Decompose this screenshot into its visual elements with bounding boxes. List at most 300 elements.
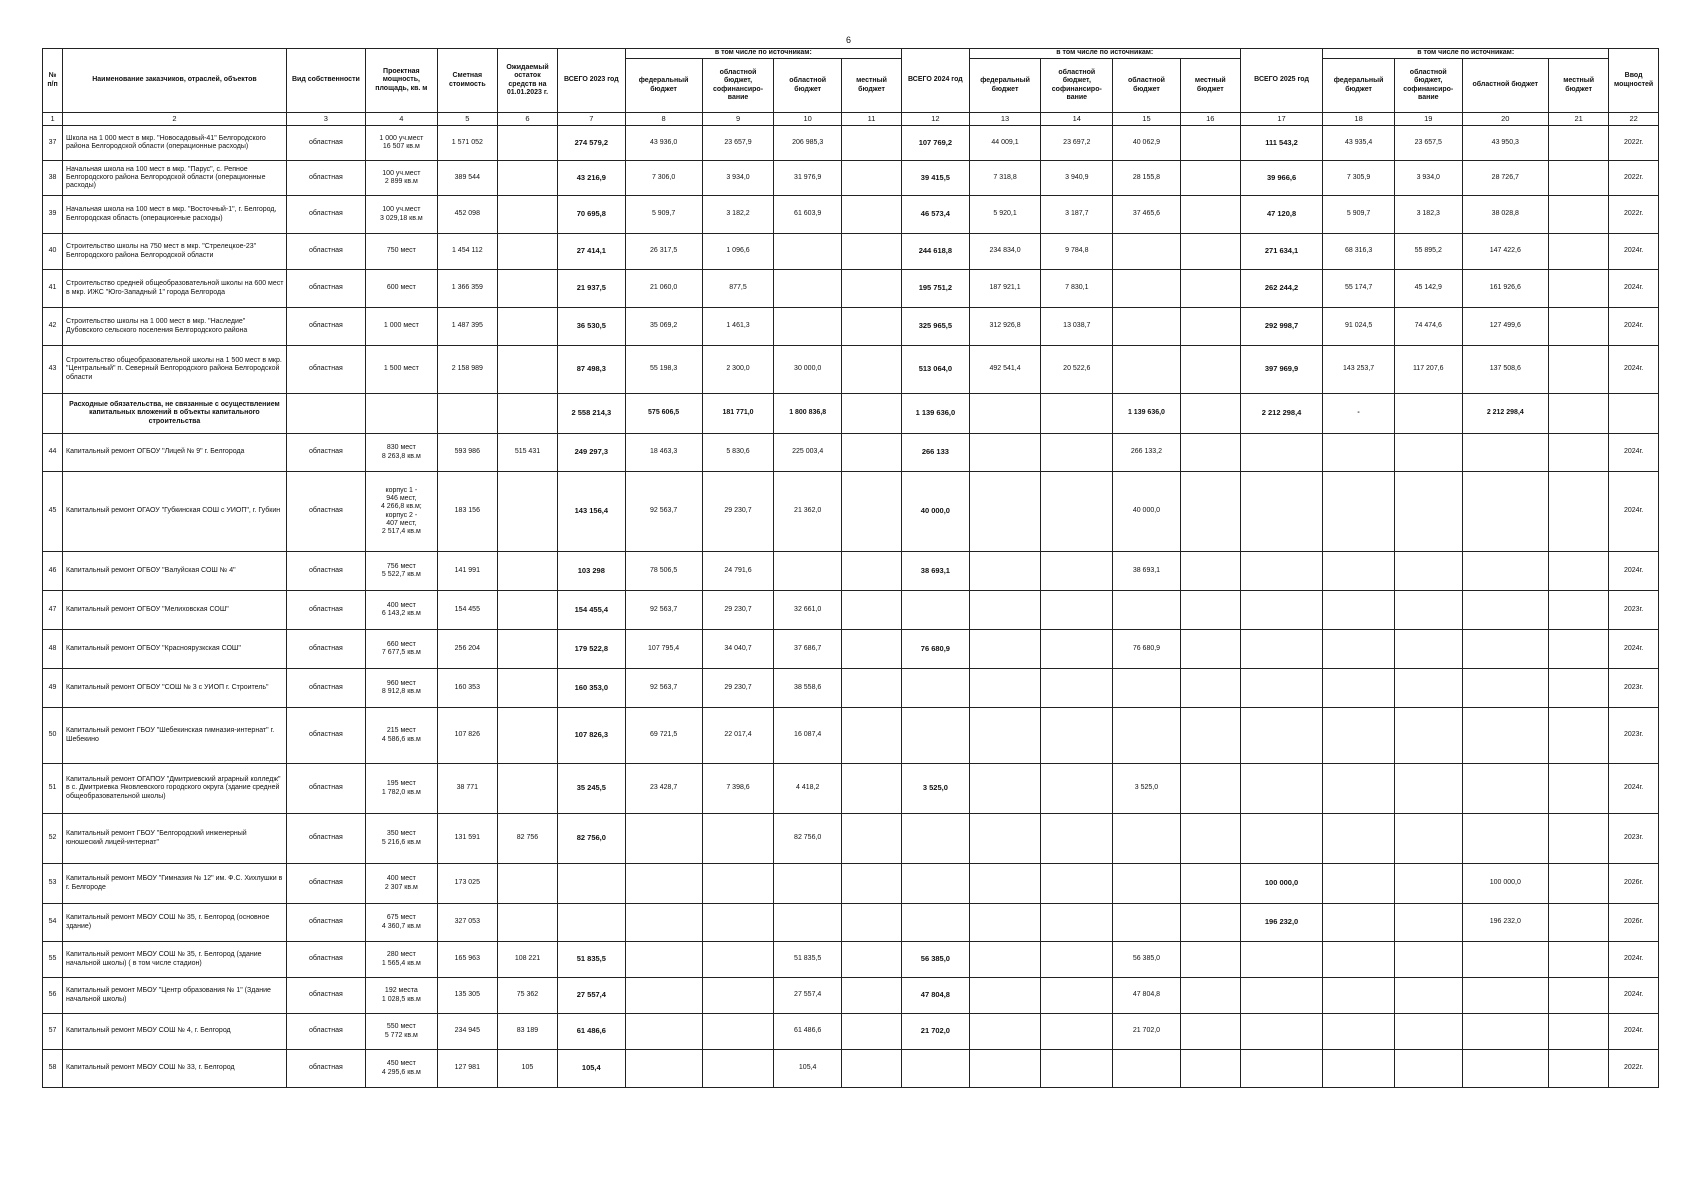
total-cell: 292 998,7	[1240, 308, 1322, 346]
table-cell: 23 657,9	[702, 126, 774, 161]
table-cell	[841, 708, 901, 764]
table-cell: 389 544	[437, 161, 497, 196]
total-cell: 195 751,2	[902, 270, 970, 308]
column-number: 17	[1240, 113, 1322, 126]
header-no: № п/п	[43, 49, 63, 113]
table-row	[43, 591, 1659, 630]
table-cell	[497, 346, 557, 394]
total-cell	[1240, 434, 1322, 472]
commissioning-year-cell: 2023г.	[1609, 669, 1659, 708]
capacity-cell: 215 мест 4 586,6 кв.м	[365, 708, 437, 764]
commissioning-year-cell: 2023г.	[1609, 814, 1659, 864]
table-cell: 1 454 112	[437, 234, 497, 270]
capacity-cell: 600 мест	[365, 270, 437, 308]
object-name-cell: Начальная школа на 100 мест в мкр. "Восточный-1", г. Белгород, Белгородская область (операционные расходы)	[63, 196, 287, 234]
table-cell: 16 087,4	[774, 708, 842, 764]
table-cell	[1549, 234, 1609, 270]
total-cell	[902, 904, 970, 942]
table-row	[43, 1014, 1659, 1050]
table-cell	[841, 234, 901, 270]
total-cell	[902, 708, 970, 764]
total-cell: 46 573,4	[902, 196, 970, 234]
total-cell	[1240, 942, 1322, 978]
ownership-cell: областная	[286, 591, 365, 630]
ownership-cell	[286, 394, 365, 434]
capacity-cell: 960 мест 8 912,8 кв.м	[365, 669, 437, 708]
table-cell: 141 991	[437, 552, 497, 591]
table-cell	[702, 1050, 774, 1088]
table-cell: 9 784,8	[1041, 234, 1113, 270]
table-cell	[625, 978, 702, 1014]
table-cell: 452 098	[437, 196, 497, 234]
table-cell: 32 661,0	[774, 591, 842, 630]
table-cell	[841, 591, 901, 630]
table-cell	[702, 904, 774, 942]
capacity-cell: 100 уч.мест 3 029,18 кв.м	[365, 196, 437, 234]
table-cell	[1180, 1014, 1240, 1050]
table-cell	[969, 669, 1041, 708]
header-regional-2024: областной бюджет	[1113, 59, 1181, 113]
capacity-cell: 450 мест 4 295,6 кв.м	[365, 1050, 437, 1088]
capacity-cell: 280 мест 1 565,4 кв.м	[365, 942, 437, 978]
object-name-cell: Строительство школы на 750 мест в мкр. "Стрелецкое-23" Белгородского района Белгородской области	[63, 234, 287, 270]
table-cell: 38 558,6	[774, 669, 842, 708]
table-cell	[625, 814, 702, 864]
table-cell	[1041, 864, 1113, 904]
header-total-2024: ВСЕГО 2024 год	[902, 49, 970, 113]
table-cell	[1549, 764, 1609, 814]
row-number-cell: 47	[43, 591, 63, 630]
capacity-cell	[365, 394, 437, 434]
capacity-cell: 675 мест 4 360,7 кв.м	[365, 904, 437, 942]
table-cell: 105,4	[774, 1050, 842, 1088]
table-cell	[1394, 904, 1462, 942]
table-cell	[1323, 1014, 1395, 1050]
table-cell	[1462, 764, 1549, 814]
table-cell	[497, 234, 557, 270]
table-cell	[841, 669, 901, 708]
table-cell	[969, 1014, 1041, 1050]
table-cell: 108 221	[497, 942, 557, 978]
header-local-2024: местный бюджет	[1180, 59, 1240, 113]
object-name-cell: Капитальный ремонт МБОУ "Гимназия № 12" им. Ф.С. Хихлушки в г. Белгороде	[63, 864, 287, 904]
table-cell: 26 317,5	[625, 234, 702, 270]
table-cell	[1113, 814, 1181, 864]
table-cell	[1323, 630, 1395, 669]
table-cell: 51 835,5	[774, 942, 842, 978]
object-name-cell: Капитальный ремонт ОГБОУ "Валуйская СОШ № 4"	[63, 552, 287, 591]
table-cell	[841, 978, 901, 1014]
table-cell	[969, 904, 1041, 942]
table-cell	[1549, 161, 1609, 196]
table-cell: 55 174,7	[1323, 270, 1395, 308]
object-name-cell: Капитальный ремонт ОГБОУ "Мелиховская СОШ"	[63, 591, 287, 630]
table-cell	[625, 904, 702, 942]
ownership-cell: областная	[286, 472, 365, 552]
table-cell	[1549, 904, 1609, 942]
table-cell	[841, 161, 901, 196]
object-name-cell: Строительство общеобразовательной школы на 1 500 мест в мкр. "Центральный" п. Северный Белгородского района Белгородской области	[63, 346, 287, 394]
header-federal-2023: федеральный бюджет	[625, 59, 702, 113]
table-cell	[1180, 1050, 1240, 1088]
table-cell	[1180, 394, 1240, 434]
table-cell	[1394, 669, 1462, 708]
table-cell	[1323, 764, 1395, 814]
row-number-cell: 55	[43, 942, 63, 978]
page-number: 6	[845, 35, 851, 45]
commissioning-year-cell: 2023г.	[1609, 708, 1659, 764]
table-cell	[1041, 1014, 1113, 1050]
total-cell	[558, 864, 626, 904]
table-cell: 47 804,8	[1113, 978, 1181, 1014]
table-cell: 29 230,7	[702, 472, 774, 552]
table-cell	[1180, 434, 1240, 472]
table-row	[43, 308, 1659, 346]
table-cell: 20 522,6	[1041, 346, 1113, 394]
table-cell	[1180, 161, 1240, 196]
table-cell	[841, 864, 901, 904]
table-cell: 266 133,2	[1113, 434, 1181, 472]
table-cell: 2 158 989	[437, 346, 497, 394]
table-cell	[625, 864, 702, 904]
table-cell	[1394, 591, 1462, 630]
table-row	[43, 708, 1659, 764]
table-cell	[1549, 630, 1609, 669]
row-number-cell: 42	[43, 308, 63, 346]
row-number-cell: 57	[43, 1014, 63, 1050]
total-cell: 39 966,6	[1240, 161, 1322, 196]
table-cell: 21 702,0	[1113, 1014, 1181, 1050]
ownership-cell: областная	[286, 552, 365, 591]
header-cofin-2025: областной бюджет, софинансиро-вание	[1394, 59, 1462, 113]
table-cell	[497, 764, 557, 814]
table-cell	[1180, 942, 1240, 978]
total-cell: 249 297,3	[558, 434, 626, 472]
table-cell	[1323, 904, 1395, 942]
table-cell: 3 187,7	[1041, 196, 1113, 234]
table-cell	[841, 472, 901, 552]
table-cell	[1113, 708, 1181, 764]
row-number-cell: 41	[43, 270, 63, 308]
table-cell: 69 721,5	[625, 708, 702, 764]
table-cell: 56 385,0	[1113, 942, 1181, 978]
table-cell: 31 976,9	[774, 161, 842, 196]
table-row	[43, 942, 1659, 978]
column-number: 11	[841, 113, 901, 126]
object-name-cell: Капитальный ремонт ОГБОУ "Красноярузкская СОШ"	[63, 630, 287, 669]
table-cell: 68 316,3	[1323, 234, 1395, 270]
table-cell: 3 934,0	[1394, 161, 1462, 196]
table-cell	[1041, 630, 1113, 669]
table-cell	[1041, 552, 1113, 591]
table-cell	[1180, 308, 1240, 346]
total-cell: 51 835,5	[558, 942, 626, 978]
table-cell	[969, 394, 1041, 434]
column-number: 2	[63, 113, 287, 126]
commissioning-year-cell: 2022г.	[1609, 126, 1659, 161]
total-cell: 100 000,0	[1240, 864, 1322, 904]
table-cell	[1394, 978, 1462, 1014]
table-cell	[841, 1050, 901, 1088]
table-cell	[969, 630, 1041, 669]
total-cell	[1240, 1014, 1322, 1050]
object-name-cell: Капитальный ремонт МБОУ "Центр образования № 1" (Здание начальной школы)	[63, 978, 287, 1014]
ownership-cell: областная	[286, 708, 365, 764]
object-name-cell: Капитальный ремонт ОГАПОУ "Дмитриевский аграрный колледж" в с. Дмитриевка Яковлевского городского округа (здание средней общеобразовательной школы)	[63, 764, 287, 814]
commissioning-year-cell: 2024г.	[1609, 346, 1659, 394]
table-cell: 83 189	[497, 1014, 557, 1050]
table-cell	[1549, 196, 1609, 234]
column-number: 4	[365, 113, 437, 126]
header-federal-2024: федеральный бюджет	[969, 59, 1041, 113]
table-cell: 3 934,0	[702, 161, 774, 196]
table-cell	[1041, 434, 1113, 472]
row-number-cell	[43, 394, 63, 434]
table-row	[43, 552, 1659, 591]
column-number: 18	[1323, 113, 1395, 126]
total-cell: 82 756,0	[558, 814, 626, 864]
commissioning-year-cell: 2024г.	[1609, 434, 1659, 472]
table-row	[43, 161, 1659, 196]
capacity-cell: 192 места 1 028,5 кв.м	[365, 978, 437, 1014]
total-cell: 47 120,8	[1240, 196, 1322, 234]
total-cell	[1240, 552, 1322, 591]
object-name-cell: Капитальный ремонт ОГАОУ "Губкинская СОШ с УИОП", г. Губкин	[63, 472, 287, 552]
total-cell: 111 543,2	[1240, 126, 1322, 161]
table-cell	[437, 394, 497, 434]
table-cell: 76 680,9	[1113, 630, 1181, 669]
table-cell: 35 069,2	[625, 308, 702, 346]
total-cell: 40 000,0	[902, 472, 970, 552]
capacity-cell: 195 мест 1 782,0 кв.м	[365, 764, 437, 814]
table-cell	[774, 234, 842, 270]
table-cell: 100 000,0	[1462, 864, 1549, 904]
capacity-cell: 350 мест 5 216,6 кв.м	[365, 814, 437, 864]
table-cell	[702, 942, 774, 978]
table-cell: 5 909,7	[625, 196, 702, 234]
table-cell: 78 506,5	[625, 552, 702, 591]
table-cell	[1394, 552, 1462, 591]
table-cell: 27 557,4	[774, 978, 842, 1014]
table-cell: 165 963	[437, 942, 497, 978]
table-cell	[774, 270, 842, 308]
table-cell	[1113, 864, 1181, 904]
ownership-cell: областная	[286, 814, 365, 864]
ownership-cell: областная	[286, 234, 365, 270]
table-cell	[1041, 978, 1113, 1014]
table-cell: 21 362,0	[774, 472, 842, 552]
table-cell: 3 182,3	[1394, 196, 1462, 234]
table-cell	[969, 434, 1041, 472]
table-cell	[702, 864, 774, 904]
ownership-cell: областная	[286, 126, 365, 161]
table-cell	[497, 864, 557, 904]
header-ownership: Вид собственности	[286, 49, 365, 113]
total-cell	[1240, 591, 1322, 630]
table-cell	[1549, 942, 1609, 978]
table-cell	[1180, 764, 1240, 814]
total-cell: 38 693,1	[902, 552, 970, 591]
total-cell: 56 385,0	[902, 942, 970, 978]
commissioning-year-cell: 2022г.	[1609, 1050, 1659, 1088]
ownership-cell: областная	[286, 864, 365, 904]
column-number: 14	[1041, 113, 1113, 126]
table-cell	[497, 669, 557, 708]
table-body	[43, 126, 1659, 1088]
table-cell	[969, 708, 1041, 764]
total-cell	[1240, 814, 1322, 864]
table-cell: 877,5	[702, 270, 774, 308]
table-cell: 492 541,4	[969, 346, 1041, 394]
header-local-2023: местный бюджет	[841, 59, 901, 113]
table-cell: 312 926,8	[969, 308, 1041, 346]
object-name-cell: Капитальный ремонт МБОУ СОШ № 35, г. Белгород (основное здание)	[63, 904, 287, 942]
table-cell	[497, 394, 557, 434]
table-cell: 24 791,6	[702, 552, 774, 591]
table-cell	[497, 904, 557, 942]
table-cell	[1041, 904, 1113, 942]
total-cell: 2 212 298,4	[1240, 394, 1322, 434]
column-number: 8	[625, 113, 702, 126]
object-name-cell: Школа на 1 000 мест в мкр. "Новосадовый-41" Белгородского района Белгородской области (операционные расходы)	[63, 126, 287, 161]
column-number: 19	[1394, 113, 1462, 126]
table-cell: 61 603,9	[774, 196, 842, 234]
row-number-cell: 48	[43, 630, 63, 669]
table-cell: 22 017,4	[702, 708, 774, 764]
total-cell: 160 353,0	[558, 669, 626, 708]
table-cell	[1113, 234, 1181, 270]
column-number-row	[43, 113, 1659, 126]
header-regional-2025: областной бюджет	[1462, 59, 1549, 113]
table-cell: 43 936,0	[625, 126, 702, 161]
table-cell	[1549, 126, 1609, 161]
table-cell: 515 431	[497, 434, 557, 472]
object-name-cell: Начальная школа на 100 мест в мкр. "Парус", с. Репное Белгородского района Белгородской области (операционные расходы)	[63, 161, 287, 196]
commissioning-year-cell: 2024г.	[1609, 942, 1659, 978]
table-cell: 34 040,7	[702, 630, 774, 669]
table-cell	[774, 552, 842, 591]
commissioning-year-cell: 2024г.	[1609, 270, 1659, 308]
table-cell: 1 139 636,0	[1113, 394, 1181, 434]
table-row	[43, 764, 1659, 814]
table-cell: 593 986	[437, 434, 497, 472]
table-cell	[969, 591, 1041, 630]
table-cell	[1041, 669, 1113, 708]
table-cell	[1549, 394, 1609, 434]
table-cell: 29 230,7	[702, 591, 774, 630]
table-cell: 135 305	[437, 978, 497, 1014]
row-number-cell: 45	[43, 472, 63, 552]
column-number: 12	[902, 113, 970, 126]
ownership-cell: областная	[286, 1014, 365, 1050]
table-cell: 225 003,4	[774, 434, 842, 472]
table-cell	[497, 708, 557, 764]
table-cell	[1462, 814, 1549, 864]
table-cell	[1549, 669, 1609, 708]
table-cell: 5 830,6	[702, 434, 774, 472]
total-cell: 266 133	[902, 434, 970, 472]
table-cell: 234 834,0	[969, 234, 1041, 270]
table-cell	[841, 394, 901, 434]
table-cell: 40 000,0	[1113, 472, 1181, 552]
row-number-cell: 39	[43, 196, 63, 234]
commissioning-year-cell: 2024г.	[1609, 978, 1659, 1014]
table-cell: 23 428,7	[625, 764, 702, 814]
table-cell: 4 418,2	[774, 764, 842, 814]
column-number: 5	[437, 113, 497, 126]
total-cell: 107 826,3	[558, 708, 626, 764]
table-cell: 37 465,6	[1113, 196, 1181, 234]
table-cell: 127 499,6	[1462, 308, 1549, 346]
table-row	[43, 234, 1659, 270]
table-row	[43, 630, 1659, 669]
table-cell	[1180, 591, 1240, 630]
table-cell	[1549, 864, 1609, 904]
capacity-cell: 1 500 мест	[365, 346, 437, 394]
total-cell	[1240, 1050, 1322, 1088]
table-cell	[1113, 270, 1181, 308]
row-number-cell: 52	[43, 814, 63, 864]
header-commissioning: Ввод мощностей	[1609, 49, 1659, 113]
table-cell: 7 318,8	[969, 161, 1041, 196]
capacity-cell: 830 мест 8 263,8 кв.м	[365, 434, 437, 472]
table-cell	[841, 126, 901, 161]
row-number-cell: 50	[43, 708, 63, 764]
total-cell: 87 498,3	[558, 346, 626, 394]
table-cell	[841, 308, 901, 346]
total-cell	[558, 904, 626, 942]
table-row	[43, 346, 1659, 394]
table-cell	[1323, 434, 1395, 472]
table-cell: 61 486,6	[774, 1014, 842, 1050]
ownership-cell: областная	[286, 942, 365, 978]
table-cell	[497, 552, 557, 591]
table-cell	[1549, 552, 1609, 591]
row-number-cell: 53	[43, 864, 63, 904]
table-cell	[1113, 346, 1181, 394]
table-cell	[969, 472, 1041, 552]
ownership-cell: областная	[286, 161, 365, 196]
table-cell: 38 028,8	[1462, 196, 1549, 234]
table-cell	[1394, 630, 1462, 669]
section-row	[43, 394, 1659, 434]
commissioning-year-cell: 2024г.	[1609, 472, 1659, 552]
table-cell	[1462, 434, 1549, 472]
total-cell: 47 804,8	[902, 978, 970, 1014]
table-cell	[1041, 764, 1113, 814]
table-cell	[774, 308, 842, 346]
table-cell: 256 204	[437, 630, 497, 669]
header-sources-2025: в том числе по источникам:	[1323, 49, 1609, 59]
table-cell	[1041, 591, 1113, 630]
table-cell	[1180, 234, 1240, 270]
commissioning-year-cell: 2026г.	[1609, 904, 1659, 942]
table-cell	[841, 270, 901, 308]
table-cell	[1323, 978, 1395, 1014]
header-name: Наименование заказчиков, отраслей, объектов	[63, 49, 287, 113]
table-cell	[1462, 552, 1549, 591]
table-cell: 43 950,3	[1462, 126, 1549, 161]
table-cell: 55 198,3	[625, 346, 702, 394]
capacity-cell: 750 мест	[365, 234, 437, 270]
table-cell: 327 053	[437, 904, 497, 942]
table-cell	[1462, 1050, 1549, 1088]
row-number-cell: 51	[43, 764, 63, 814]
commissioning-year-cell: 2024г.	[1609, 234, 1659, 270]
total-cell: 271 634,1	[1240, 234, 1322, 270]
ownership-cell: областная	[286, 630, 365, 669]
total-cell	[1240, 764, 1322, 814]
